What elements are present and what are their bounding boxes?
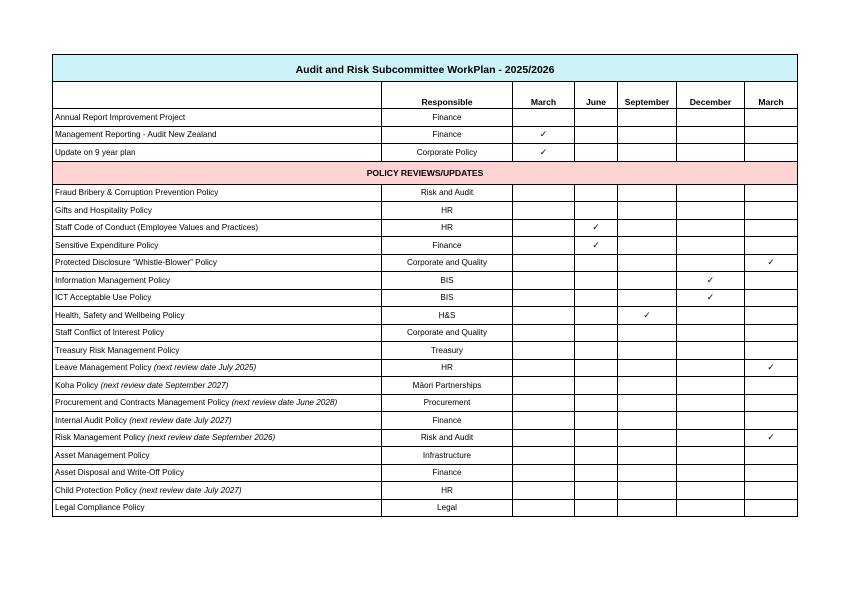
schedule-cell: [575, 429, 618, 447]
activity-cell: [53, 109, 382, 127]
schedule-cell: [677, 254, 745, 272]
responsible-cell: BIS: [382, 289, 513, 307]
table-row: [53, 237, 798, 255]
check-mark-icon: ✓: [592, 222, 600, 233]
schedule-cell: [513, 377, 575, 395]
schedule-cell: [618, 342, 677, 360]
schedule-cell: [618, 359, 677, 377]
schedule-cell: [618, 324, 677, 342]
table-row: [53, 184, 798, 202]
check-mark-icon: ✓: [592, 239, 600, 250]
activity-cell: [53, 272, 382, 290]
schedule-cell: [513, 447, 575, 465]
schedule-cell: [513, 464, 575, 482]
schedule-cell: [677, 237, 745, 255]
activity-name: Staff Conflict of Interest Policy: [55, 328, 165, 338]
schedule-cell: [513, 359, 575, 377]
schedule-cell: [677, 324, 745, 342]
schedule-cell: [745, 144, 798, 162]
schedule-cell: [745, 482, 798, 500]
header-march-2025: March: [513, 82, 575, 109]
responsible-cell: Finance: [382, 464, 513, 482]
activity-cell: [53, 219, 382, 237]
schedule-cell: [677, 499, 745, 517]
schedule-cell: [745, 126, 798, 144]
responsible-cell: Finance: [382, 412, 513, 430]
table-row: [53, 482, 798, 500]
schedule-cell: [745, 184, 798, 202]
table-title: Audit and Risk Subcommittee WorkPlan - 2025/2026: [53, 55, 798, 82]
schedule-cell: [513, 237, 575, 255]
section-title: POLICY REVIEWS/UPDATES: [53, 161, 798, 184]
schedule-cell: [745, 394, 798, 412]
activity-cell: [53, 412, 382, 430]
schedule-cell: [575, 447, 618, 465]
activity-name: Information Management Policy: [55, 275, 171, 285]
activity-name: Annual Report Improvement Project: [55, 112, 186, 122]
schedule-cell: [745, 342, 798, 360]
responsible-cell: HR: [382, 219, 513, 237]
responsible-cell: Corporate and Quality: [382, 254, 513, 272]
schedule-cell: [745, 447, 798, 465]
schedule-cell: [575, 184, 618, 202]
activity-cell: [53, 394, 382, 412]
table-row: [53, 429, 798, 447]
activity-cell: [53, 126, 382, 144]
activity-name: Sensitive Expenditure Policy: [55, 240, 159, 250]
schedule-cell: [745, 412, 798, 430]
activity-name: Leave Management Policy: [55, 363, 152, 373]
schedule-cell: [677, 342, 745, 360]
header-row: [53, 82, 798, 109]
review-note: (next review date June 2028): [231, 398, 338, 408]
schedule-cell: [575, 342, 618, 360]
responsible-cell: Corporate and Quality: [382, 324, 513, 342]
check-mark-icon: ✓: [539, 146, 548, 157]
responsible-cell: Corporate Policy: [382, 144, 513, 162]
schedule-cell: [513, 429, 575, 447]
header-activity: [53, 82, 382, 109]
check-mark-icon: ✓: [706, 292, 715, 303]
table-row: [53, 377, 798, 395]
table-row: [53, 272, 798, 290]
table-row: [53, 289, 798, 307]
schedule-cell: [618, 447, 677, 465]
schedule-cell: [677, 272, 745, 290]
schedule-cell: [677, 144, 745, 162]
responsible-cell: Finance: [382, 237, 513, 255]
activity-cell: [53, 482, 382, 500]
schedule-cell: [618, 237, 677, 255]
schedule-cell: [745, 289, 798, 307]
header-december: December: [677, 82, 745, 109]
table-row: [53, 412, 798, 430]
schedule-cell: [575, 219, 618, 237]
table-row: [53, 324, 798, 342]
schedule-cell: [513, 144, 575, 162]
schedule-cell: [575, 377, 618, 395]
table-row: [53, 307, 798, 325]
review-note: (next review date September 2026): [147, 433, 276, 443]
responsible-cell: HR: [382, 359, 513, 377]
activity-cell: [53, 377, 382, 395]
activity-name: Legal Compliance Policy: [55, 503, 145, 513]
schedule-cell: [575, 272, 618, 290]
table-row: [53, 202, 798, 220]
schedule-cell: [745, 429, 798, 447]
schedule-cell: [677, 429, 745, 447]
review-note: (next review date September 2027): [100, 380, 229, 390]
schedule-cell: [677, 109, 745, 127]
header-september: September: [618, 82, 677, 109]
schedule-cell: [745, 109, 798, 127]
schedule-cell: [677, 289, 745, 307]
check-mark-icon: ✓: [539, 129, 548, 140]
header-june: June: [575, 82, 618, 109]
responsible-cell: Legal: [382, 499, 513, 517]
activity-cell: [53, 307, 382, 325]
activity-cell: [53, 359, 382, 377]
review-note: (next review date July 2025): [153, 363, 257, 373]
schedule-cell: [745, 202, 798, 220]
activity-name: Health, Safety and Wellbeing Policy: [55, 310, 185, 320]
schedule-cell: [618, 377, 677, 395]
activity-cell: [53, 289, 382, 307]
check-mark-icon: ✓: [643, 309, 651, 320]
schedule-cell: [575, 289, 618, 307]
activity-cell: [53, 342, 382, 360]
schedule-cell: [745, 499, 798, 517]
schedule-cell: [618, 272, 677, 290]
check-mark-icon: ✓: [767, 432, 775, 443]
responsible-cell: HR: [382, 202, 513, 220]
table-row: [53, 394, 798, 412]
responsible-cell: HR: [382, 482, 513, 500]
schedule-cell: [677, 359, 745, 377]
schedule-cell: [618, 289, 677, 307]
table-row: [53, 254, 798, 272]
schedule-cell: [513, 272, 575, 290]
schedule-cell: [513, 324, 575, 342]
activity-name: Fraud Bribery & Corruption Prevention Policy: [55, 188, 219, 198]
schedule-cell: [513, 109, 575, 127]
schedule-cell: [575, 412, 618, 430]
schedule-cell: [575, 254, 618, 272]
schedule-cell: [618, 307, 677, 325]
schedule-cell: [513, 307, 575, 325]
schedule-cell: [618, 482, 677, 500]
responsible-cell: Treasury: [382, 342, 513, 360]
schedule-cell: [677, 202, 745, 220]
activity-cell: [53, 237, 382, 255]
activity-cell: [53, 254, 382, 272]
schedule-cell: [618, 109, 677, 127]
schedule-cell: [575, 482, 618, 500]
responsible-cell: Infrastructure: [382, 447, 513, 465]
check-mark-icon: ✓: [767, 257, 775, 268]
table-row: [53, 447, 798, 465]
check-mark-icon: ✓: [767, 362, 775, 373]
responsible-cell: Finance: [382, 126, 513, 144]
schedule-cell: [677, 464, 745, 482]
schedule-cell: [575, 126, 618, 144]
schedule-cell: [618, 184, 677, 202]
schedule-cell: [745, 464, 798, 482]
activity-name: Internal Audit Policy: [55, 415, 127, 425]
review-note: (next review date July 2027): [139, 485, 242, 495]
activity-name: ICT Acceptable Use Policy: [55, 293, 152, 303]
activity-name: Koha Policy: [55, 380, 101, 390]
schedule-cell: [513, 126, 575, 144]
check-mark-icon: ✓: [706, 274, 715, 285]
schedule-cell: [745, 377, 798, 395]
activity-cell: [53, 202, 382, 220]
responsible-cell: BIS: [382, 272, 513, 290]
schedule-cell: [618, 202, 677, 220]
schedule-cell: [677, 447, 745, 465]
activity-name: Management Reporting - Audit New Zealand: [55, 130, 217, 140]
activity-cell: [53, 324, 382, 342]
responsible-cell: Risk and Audit: [382, 429, 513, 447]
responsible-cell: Finance: [382, 109, 513, 127]
activity-cell: [53, 447, 382, 465]
schedule-cell: [618, 464, 677, 482]
schedule-cell: [745, 219, 798, 237]
schedule-cell: [618, 429, 677, 447]
schedule-cell: [513, 499, 575, 517]
schedule-cell: [677, 184, 745, 202]
schedule-cell: [513, 254, 575, 272]
schedule-cell: [575, 464, 618, 482]
schedule-cell: [677, 412, 745, 430]
schedule-cell: [575, 237, 618, 255]
schedule-cell: [513, 219, 575, 237]
schedule-cell: [745, 307, 798, 325]
activity-cell: [53, 464, 382, 482]
schedule-cell: [677, 377, 745, 395]
schedule-cell: [618, 499, 677, 517]
schedule-cell: [677, 394, 745, 412]
activity-name: Procurement and Contracts Management Policy: [55, 398, 230, 408]
activity-name: Asset Disposal and Write-Off Policy: [55, 468, 184, 478]
schedule-cell: [745, 324, 798, 342]
table-row: [53, 109, 798, 127]
schedule-cell: [575, 324, 618, 342]
schedule-cell: [575, 499, 618, 517]
header-march-2026: March: [745, 82, 798, 109]
schedule-cell: [677, 482, 745, 500]
activity-cell: [53, 184, 382, 202]
schedule-cell: [575, 109, 618, 127]
activity-cell: [53, 429, 382, 447]
table-row: [53, 219, 798, 237]
schedule-cell: [575, 202, 618, 220]
activity-name: Child Protection Policy: [55, 485, 137, 495]
activity-name: Update on 9 year plan: [55, 147, 136, 157]
table-row: [53, 144, 798, 162]
activity-cell: [53, 144, 382, 162]
schedule-cell: [618, 412, 677, 430]
table-row: [53, 464, 798, 482]
schedule-cell: [618, 126, 677, 144]
review-note: (next review date July 2027): [129, 415, 232, 425]
activity-name: Staff Code of Conduct (Employee Values and Practices): [55, 223, 259, 233]
schedule-cell: [677, 219, 745, 237]
responsible-cell: Procurement: [382, 394, 513, 412]
schedule-cell: [575, 144, 618, 162]
activity-cell: [53, 499, 382, 517]
table-row: [53, 342, 798, 360]
responsible-cell: Māori Partnerships: [382, 377, 513, 395]
activity-name: Protected Disclosure “Whistle-Blower” Policy: [55, 258, 217, 268]
schedule-cell: [745, 272, 798, 290]
schedule-cell: [745, 359, 798, 377]
activity-name: Asset Management Policy: [55, 450, 150, 460]
schedule-cell: [513, 394, 575, 412]
schedule-cell: [513, 482, 575, 500]
schedule-cell: [513, 202, 575, 220]
schedule-cell: [618, 219, 677, 237]
activity-name: Treasury Risk Management Policy: [55, 345, 180, 355]
header-responsible: Responsible: [382, 82, 513, 109]
schedule-cell: [513, 412, 575, 430]
title-row: [53, 55, 798, 82]
schedule-cell: [745, 237, 798, 255]
activity-name: Gifts and Hospitality Policy: [55, 205, 152, 215]
responsible-cell: H&S: [382, 307, 513, 325]
table-row: [53, 359, 798, 377]
workplan-table: [52, 54, 798, 517]
section-row: [53, 161, 798, 184]
schedule-cell: [618, 144, 677, 162]
schedule-cell: [575, 394, 618, 412]
schedule-cell: [618, 394, 677, 412]
activity-name: Risk Management Policy: [55, 433, 146, 443]
schedule-cell: [513, 289, 575, 307]
schedule-cell: [745, 254, 798, 272]
schedule-cell: [618, 254, 677, 272]
table-row: [53, 126, 798, 144]
schedule-cell: [513, 342, 575, 360]
table-row: [53, 499, 798, 517]
schedule-cell: [513, 184, 575, 202]
responsible-cell: Risk and Audit: [382, 184, 513, 202]
schedule-cell: [677, 307, 745, 325]
schedule-cell: [575, 359, 618, 377]
schedule-cell: [677, 126, 745, 144]
schedule-cell: [575, 307, 618, 325]
